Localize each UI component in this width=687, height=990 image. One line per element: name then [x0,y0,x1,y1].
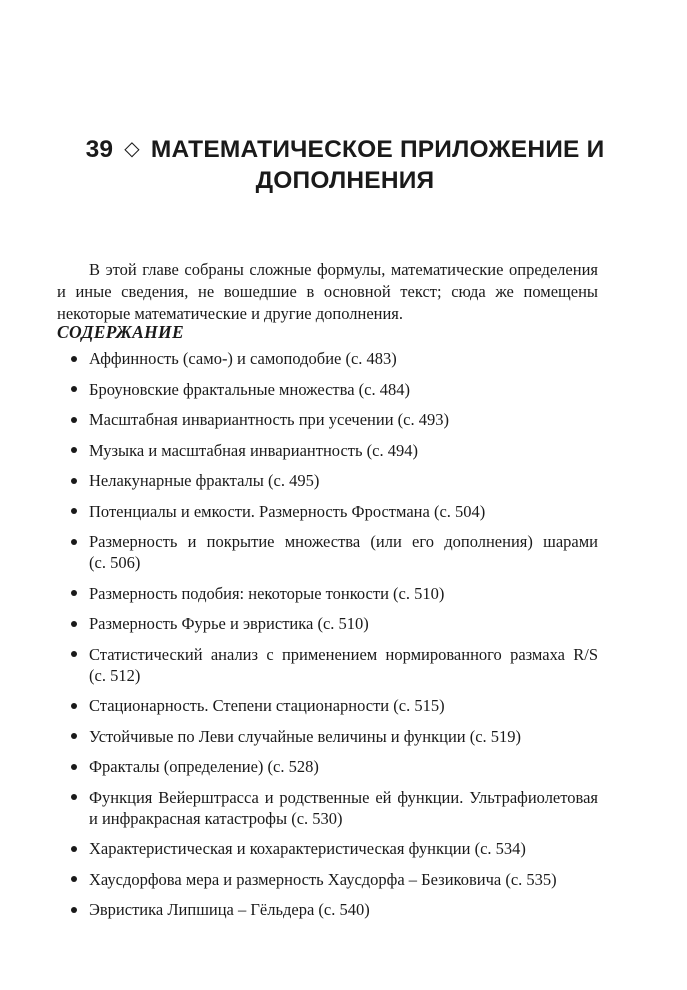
toc-item-title: Устойчивые по Леви случайные величины и функции [89,726,466,746]
chapter-title [40,135,650,195]
toc-item [57,899,598,920]
toc-item-title: Нелакунарные фракталы [89,471,264,490]
toc-item [57,644,598,686]
toc-item-page-ref: (с. 530) [291,808,343,828]
toc-item-page-ref: (с. 495) [268,471,320,490]
toc-item [57,838,598,859]
toc-item-page-ref: (с. 483) [345,349,397,368]
toc-item [57,869,598,890]
toc-item-page-ref: (с. 540) [318,900,370,919]
toc-item [57,440,598,461]
toc-item-page-ref: (с. 506) [89,553,141,572]
bullet-icon [71,703,77,709]
bullet-icon [71,733,77,739]
toc-item [57,583,598,604]
bullet-icon [71,417,77,423]
contents-heading: СОДЕРЖАНИЕ [57,322,184,342]
toc-item-page-ref: (с. 510) [393,583,445,603]
intro-paragraph: В этой главе собраны сложные формулы, математические определения и иные сведения, не вошедшие в основной текст; сюда же помещены некоторые математические и другие дополнения. [57,259,598,323]
toc-item-page-ref: (с. 534) [474,839,526,858]
toc-item-page-ref: (с. 504) [433,501,486,521]
toc-item-title: Аффинность (само-) и самоподобие [89,349,342,368]
toc-item [57,348,598,369]
toc-item-page-ref: (с. 528) [267,757,319,776]
toc-item-title: Размерность и покрытие множества (или его дополнения) шарами [89,532,598,551]
toc-item [57,409,598,430]
toc-item-title: Броуновские фрактальные множества [89,379,355,399]
bullet-icon [71,764,77,770]
toc-item [57,531,598,573]
diamond-icon: ◇ [124,138,140,160]
toc-item-title: Размерность подобия: некоторые тонкости [89,583,389,603]
toc-item [57,501,598,522]
toc-item-page-ref: (с. 494) [366,440,418,460]
bullet-icon [71,907,77,913]
toc-item-title: Масштабная инвариантность при усечении [89,410,394,429]
toc-item-page-ref: (с. 510) [317,614,369,633]
bullet-icon [71,651,77,657]
bullet-icon [71,356,77,362]
toc-item-page-ref: (с. 535) [505,869,557,889]
chapter-title-line-1 [40,135,650,166]
toc-item [57,613,598,634]
toc-item [57,379,598,400]
toc-item-page-ref: (с. 512) [89,665,141,685]
toc-item-page-ref: (с. 519) [469,726,522,746]
toc-item-title: Функция Вейерштрасса и родственные ей функции. Ультрафиолетовая и инфракрасная катастрофы [89,787,598,828]
toc-item-title: Музыка и масштабная инвариантность [89,440,363,460]
toc-item-title: Фракталы (определение) [89,757,264,776]
toc-item-title: Стационарность. Степени стационарности [89,696,390,715]
contents-list [57,348,598,930]
toc-item [57,726,598,747]
toc-item-title: Эвристика Липшица – Гёльдера [89,900,315,919]
chapter-title-line-2: ДОПОЛНЕНИЯ [255,167,435,194]
bullet-icon [71,508,77,514]
bullet-icon [71,846,77,852]
bullet-icon [71,386,77,392]
toc-item-page-ref: (с. 493) [397,410,449,429]
toc-item-page-ref: (с. 515) [393,696,445,715]
toc-item-title: Характеристическая и кохарактеристическая функции [89,839,471,858]
toc-item-title: Потенциалы и емкости. Размерность Фростмана [89,501,430,521]
toc-item-title: Хаусдорфова мера и размерность Хаусдорфа – Безиковича [89,869,502,889]
bullet-icon [71,478,77,484]
toc-item-title: Статистический анализ с применением нормированного размаха R/S [89,644,598,664]
toc-item-title: Размерность Фурье и эвристика [89,614,314,633]
bullet-icon [71,590,77,596]
toc-item-page-ref: (с. 484) [358,379,410,399]
bullet-icon [71,794,77,800]
toc-item [57,470,598,491]
toc-item [57,695,598,716]
toc-item [57,756,598,777]
bullet-icon [71,621,77,627]
chapter-number: 39 [85,136,114,163]
bullet-icon [71,539,77,545]
chapter-title-text-1: МАТЕМАТИЧЕСКОЕ ПРИЛОЖЕНИЕ И [150,136,605,163]
bullet-icon [71,447,77,453]
bullet-icon [71,876,77,882]
toc-item [57,787,598,829]
